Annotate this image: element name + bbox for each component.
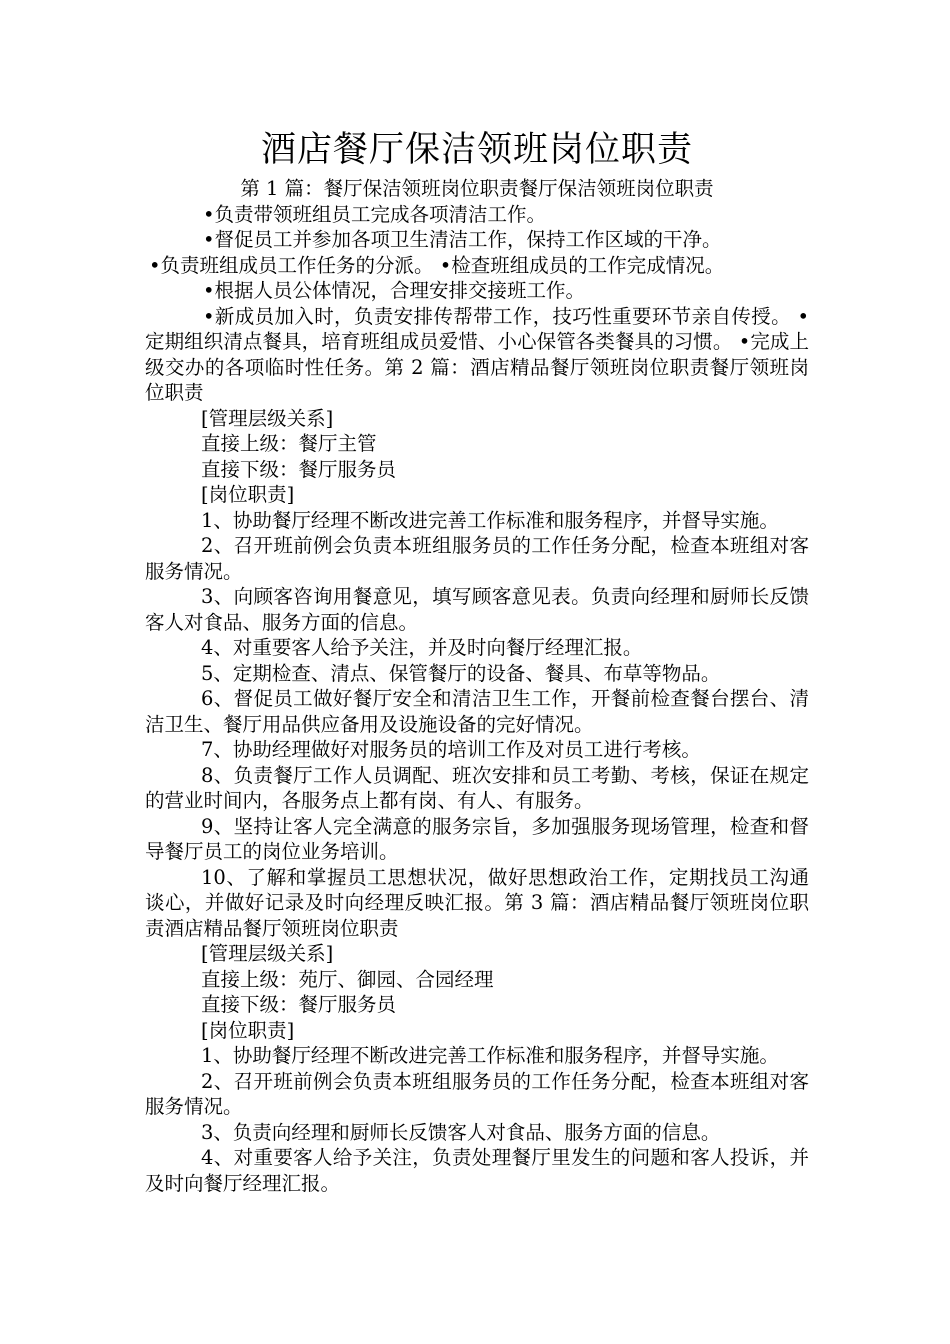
part2-duty-1: 1、协助餐厅经理不断改进完善工作标准和服务程序，并督导实施。 [201, 508, 779, 532]
part2-subordinate: 直接下级：餐厅服务员 [201, 457, 397, 481]
part3-duty-3: 3、负责向经理和厨师长反馈客人对食品、服务方面的信息。 [201, 1120, 721, 1144]
document-page [145, 128, 809, 1196]
part3-superior: 直接上级：苑厅、御园、合园经理 [201, 967, 494, 991]
part1-paragraph: •新成员加入时，负责安排传帮带工作，技巧性重要环节亲自传授。 •定期组织清点餐具，培育班组成员爱惜、小心保管各类餐具的习惯。 •完成上级交办的各项临时性任务。第 2 篇：酒店精品餐厅领班岗位职责餐厅领班岗位职责 [145, 304, 809, 404]
part1-heading: 第 1 篇：餐厅保洁领班岗位职责餐厅保洁领班岗位职责 [240, 177, 714, 200]
part3-duties-label: [岗位职责] [201, 1018, 295, 1042]
part2-duty-4: 4、对重要客人给予关注，并及时向餐厅经理汇报。 [201, 636, 643, 659]
part2-duty-7: 7、协助经理做好对服务员的培训工作及对员工进行考核。 [201, 738, 701, 761]
part1-line-3: •负责班组成员工作任务的分派。 •检查班组成员的工作完成情况。 [149, 253, 725, 277]
part2-duty-8: 8、负责餐厅工作人员调配、班次安排和员工考勤、考核，保证在规定的营业时间内，各服务点上都有岗、有人、有服务。 [145, 763, 809, 812]
part2-duty-9: 9、坚持让客人完全满意的服务宗旨，多加强服务现场管理，检查和督导餐厅员工的岗位业务培训。 [145, 814, 809, 863]
part3-duty-1: 1、协助餐厅经理不断改进完善工作标准和服务程序，并督导实施。 [201, 1044, 779, 1067]
part2-mgmt-label: [管理层级关系] [201, 406, 334, 430]
part2-duty-10: 10、了解和掌握员工思想状况，做好思想政治工作，定期找员工沟通谈心，并做好记录及时向经理反映汇报。第 3 篇：酒店精品餐厅领班岗位职责酒店精品餐厅领班岗位职责 [145, 865, 809, 940]
part2-duty-2: 2、召开班前例会负责本班组服务员的工作任务分配，检查本班组对客服务情况。 [145, 534, 809, 583]
part2-duties-label: [岗位职责] [201, 483, 295, 506]
part2-superior: 直接上级：餐厅主管 [201, 432, 377, 455]
part3-duty-4: 4、对重要客人给予关注，负责处理餐厅里发生的问题和客人投诉，并及时向餐厅经理汇报。 [145, 1146, 809, 1195]
part1-line-2: •督促员工并参加各项卫生清洁工作，保持工作区域的干净。 [203, 228, 722, 251]
part2-duty-6: 6、督促员工做好餐厅安全和清洁卫生工作，开餐前检查餐台摆台、清洁卫生、餐厅用品供应备用及设施设备的完好情况。 [145, 687, 809, 736]
part3-subordinate: 直接下级：餐厅服务员 [201, 993, 397, 1016]
part2-duty-3: 3、向顾客咨询用餐意见，填写顾客意见表。负责向经理和厨师长反馈客人对食品、服务方面的信息。 [145, 585, 809, 634]
part3-duty-2: 2、召开班前例会负责本班组服务员的工作任务分配，检查本班组对客服务情况。 [145, 1069, 809, 1118]
part1-line-4: •根据人员公体情况，合理安排交接班工作。 [203, 279, 586, 302]
part3-mgmt-label: [管理层级关系] [201, 942, 334, 965]
part2-duty-5: 5、定期检查、清点、保管餐厅的设备、餐具、布草等物品。 [201, 661, 721, 685]
document-title: 酒店餐厅保洁领班岗位职责 [260, 130, 693, 170]
part1-line-1: •负责带领班组员工完成各项清洁工作。 [203, 202, 547, 226]
